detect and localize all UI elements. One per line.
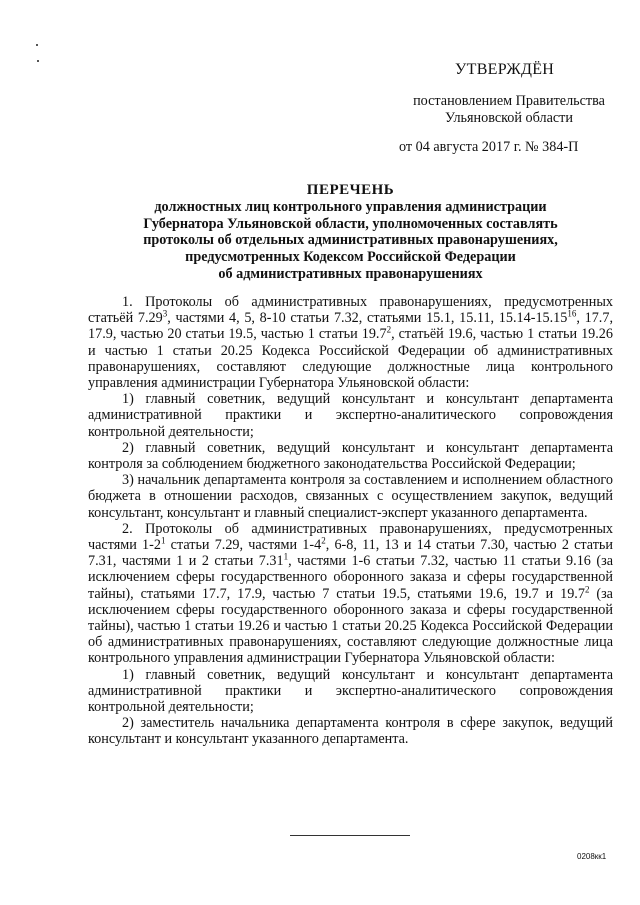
approval-authority-line: Ульяновской области: [445, 110, 573, 126]
superscript: 1: [283, 551, 289, 562]
superscript: 2: [321, 535, 326, 546]
text-run: , частями 4, 5, 8-10 статьи 7.32, статьями 15.1, 15.11, 15.14-15.15: [167, 310, 568, 327]
approval-authority-line: постановлением Правительства: [413, 93, 605, 109]
footer-code: 0208кк1: [577, 852, 607, 861]
approval-stamp-title: УТВЕРЖДЁН: [455, 61, 555, 78]
title-line: должностных лиц контрольного управления администрации: [154, 198, 547, 215]
superscript: 3: [162, 308, 168, 319]
paragraph-1: [88, 294, 613, 391]
list-item: 1) главный советник, ведущий консультант и консультант департамента административной практики и экспертно-аналитического сопровождения контрольной деятельности;: [88, 391, 613, 440]
title-line: Губернатора Ульяновской области, уполномоченных составлять: [143, 215, 558, 232]
text-run: , частями 1-6 статьи 7.32, частью 11 статьи 9.16 (за исключением сферы государственного оборонного заказа и сферы государственной тайны), статьями 17.7, 17.9, частью 7 статьи 19.5, статьями 19.6, 19.7 и 19.7: [88, 553, 613, 602]
text-run: , 6-8, 11, 13 и 14 статьи 7.30, частью 2 статьи 7.31, частями 1 и 2 статьи 7.31: [88, 537, 613, 570]
approval-date: от 04 августа 2017 г. № 384-П: [399, 139, 579, 155]
title-line: протоколы об отдельных административных правонарушениях,: [143, 232, 558, 249]
approval-authority: [399, 93, 619, 127]
document-title: [88, 182, 613, 283]
document-body: [88, 294, 613, 748]
superscript: 16: [567, 308, 577, 319]
scan-speck: [36, 44, 38, 46]
list-item: 2) заместитель начальника департамента контроля в сфере закупок, ведущий консультант и консультант указанного департамента.: [88, 715, 613, 748]
list-item: 3) начальник департамента контроля за составлением и исполнением областного бюджета в отношении расходов, связанных с осуществлением закупок, ведущий консультант, консультант и главный специалист-эксперт указанного департамента.: [88, 472, 613, 521]
list-item: 2) главный советник, ведущий консультант и консультант департамента контроля за соблюдением бюджетного законодательства Российской Федерации;: [88, 439, 613, 473]
text-run: статьи 7.29, частями 1-4: [165, 537, 322, 554]
end-divider: [290, 835, 410, 836]
text-run: 1. Протоколы об административных правонарушениях, предусмотренных статьёй 7.29: [88, 294, 613, 327]
list-item: 1) главный советник, ведущий консультант и консультант департамента административной практики и экспертно-аналитического сопровождения контрольной деятельности;: [88, 666, 613, 716]
text-run: (за исключением сферы государственного оборонного заказа и сферы государственной тайны), частью 1 статьи 19.26 и частью 1 статьи 20.25 Кодекса Российской Федерации об административных правонарушениях, составляют следующие должностные лица контрольного управления администрации Губернатора Ульяновской области:: [88, 585, 613, 667]
superscript: 1: [160, 535, 166, 546]
superscript: 2: [584, 583, 590, 594]
title-heading: ПЕРЕЧЕНЬ: [306, 182, 395, 198]
paragraph-2: [88, 521, 613, 667]
text-run: , статьёй 19.6, частью 1 статьи 19.26 и частью 1 статьи 20.25 Кодекса Российской Федерации об административных правонарушениях, составляют следующие должностные лица контрольного управления администрации Губернатора Ульяновской области:: [88, 326, 613, 392]
text-run: 2. Протоколы об административных правонарушениях, предусмотренных частями 1-2: [88, 520, 613, 554]
title-line: об административных правонарушениях: [218, 265, 483, 282]
scan-speck: [37, 60, 39, 62]
text-run: , 17.7, 17.9, частью 20 статьи 19.5, частью 1 статьи 19.7: [88, 310, 613, 343]
title-line: предусмотренных Кодексом Российской Федерации: [185, 249, 516, 266]
superscript: 2: [386, 324, 392, 335]
